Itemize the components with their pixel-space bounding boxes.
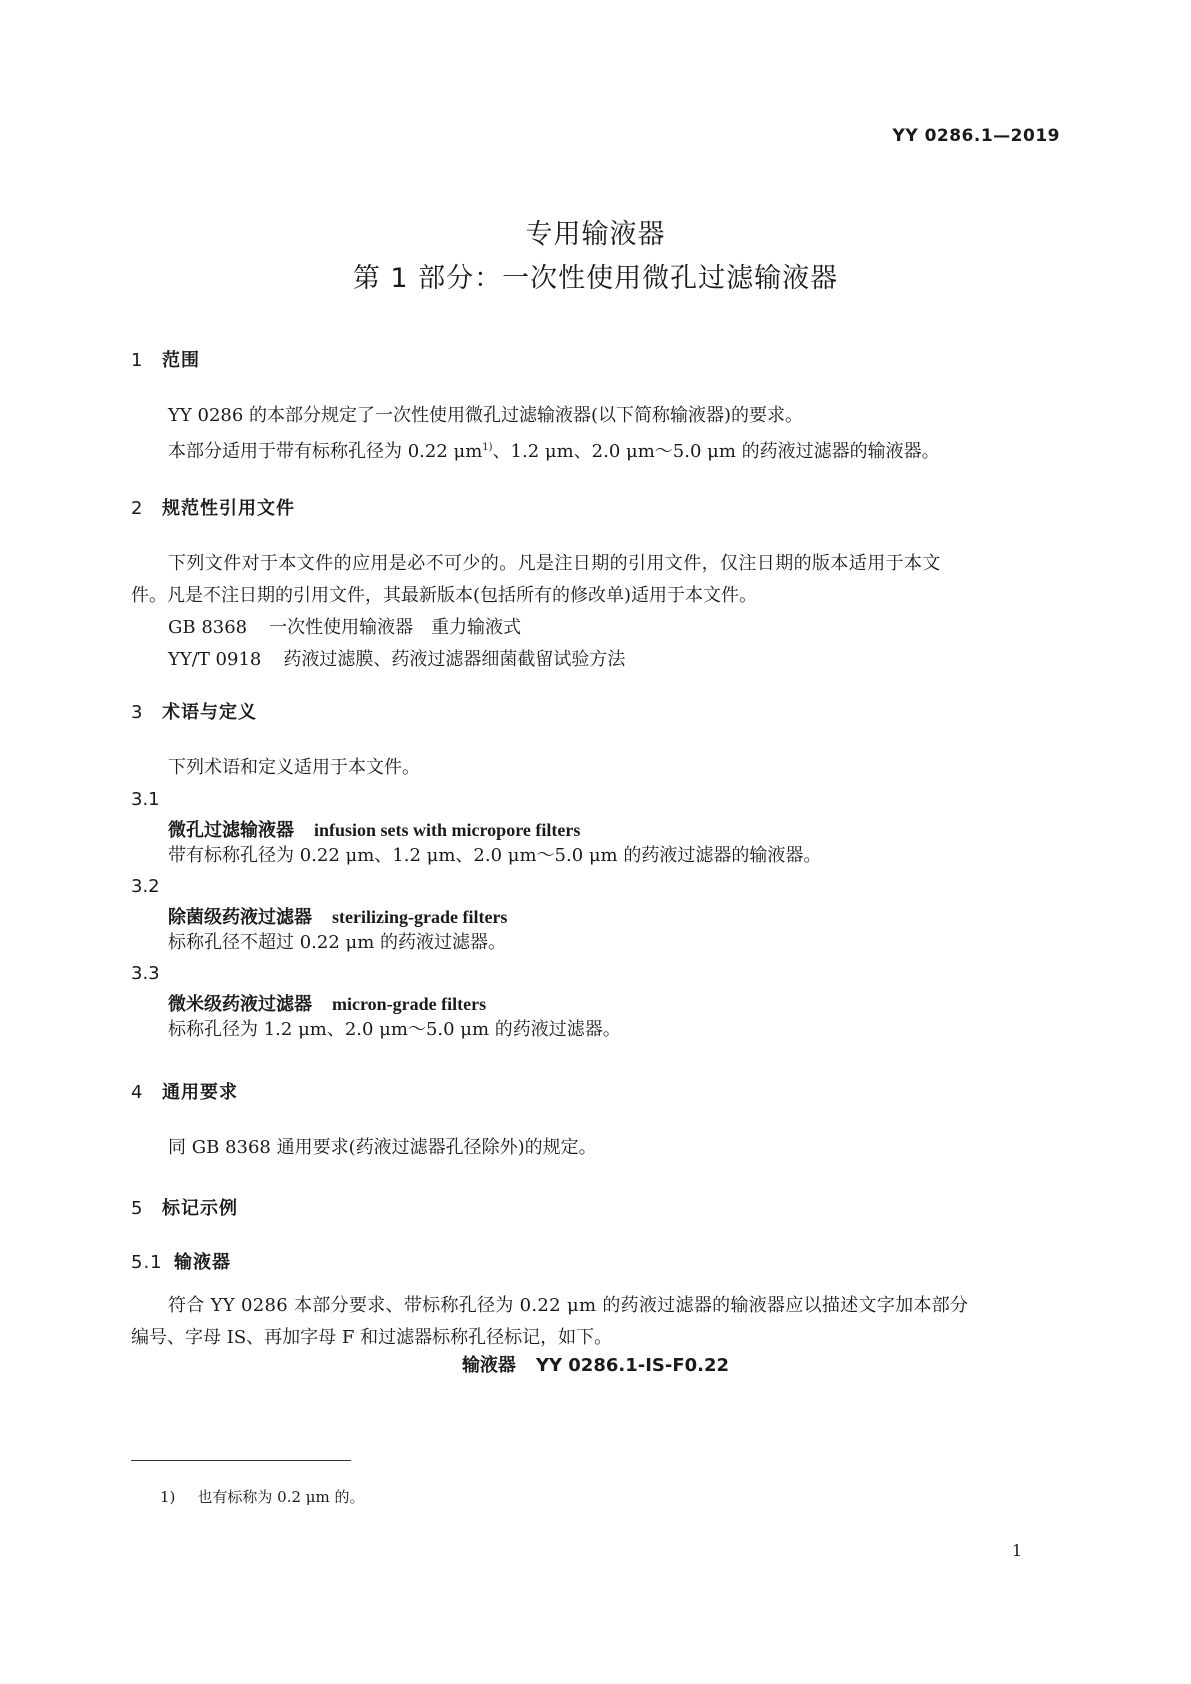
term-en: micron-grade filters (332, 994, 487, 1014)
term-en: sterilizing-grade filters (332, 907, 508, 927)
section-number: 1 (131, 350, 144, 371)
reference-item (168, 644, 625, 676)
term-heading (168, 816, 580, 842)
term-en: infusion sets with micropore filters (314, 820, 581, 840)
section-title: 范围 (162, 350, 200, 371)
term-definition: 带有标称孔径为 0.22 μm、1.2 μm、2.0 μm～5.0 μm 的药液过滤器的输液器。 (168, 845, 822, 866)
page-number: 1 (1011, 1541, 1022, 1560)
scope-paragraph-2 (168, 432, 940, 468)
reference-name: 药液过滤膜、药液过滤器细菌截留试验方法 (283, 649, 626, 670)
subsection-title: 输液器 (174, 1252, 231, 1273)
standard-number: YY 0286.1—2019 (892, 126, 1060, 146)
section-4-heading (131, 1078, 238, 1104)
section-title: 标记示例 (162, 1198, 238, 1219)
term-number: 3.2 (131, 876, 160, 897)
references-intro-line2: 件。凡是不注日期的引用文件，其最新版本(包括所有的修改单)适用于本文件。 (131, 585, 758, 606)
reference-item (168, 612, 521, 644)
section-number: 5 (131, 1198, 144, 1219)
footnote-reference: 1) (482, 442, 493, 453)
document-title-line1: 专用输液器 (525, 219, 666, 250)
footnote-separator (131, 1460, 351, 1461)
section-number: 3 (131, 702, 144, 723)
section-1-heading (131, 346, 200, 372)
section-number: 4 (131, 1082, 144, 1103)
terms-intro: 下列术语和定义适用于本文件。 (168, 757, 420, 778)
reference-name: 一次性使用输液器 重力输液式 (269, 617, 522, 638)
term-zh: 微米级药液过滤器 (168, 994, 312, 1015)
term-definition: 标称孔径为 1.2 μm、2.0 μm～5.0 μm 的药液过滤器。 (168, 1019, 621, 1040)
scope-paragraph-1: YY 0286 的本部分规定了一次性使用微孔过滤输液器(以下简称输液器)的要求。 (168, 405, 804, 426)
section-5-heading (131, 1194, 238, 1220)
scope-text-a: 本部分适用于带有标称孔径为 0.22 μm (168, 441, 483, 462)
term-zh: 微孔过滤输液器 (168, 820, 294, 841)
footnote (160, 1486, 365, 1507)
section-title: 规范性引用文件 (162, 498, 295, 519)
section-title: 术语与定义 (162, 702, 257, 723)
section-number: 2 (131, 498, 144, 519)
term-number: 3.3 (131, 963, 160, 984)
marking-paragraph-line2: 编号、字母 IS、再加字母 F 和过滤器标称孔径标记，如下。 (131, 1327, 613, 1348)
scope-text-b: 、1.2 μm、2.0 μm～5.0 μm 的药液过滤器的输液器。 (492, 441, 940, 462)
references-intro-line1: 下列文件对于本文件的应用是必不可少的。凡是注日期的引用文件，仅注日期的版本适用于本文 (168, 553, 941, 574)
marking-paragraph-line1: 符合 YY 0286 本部分要求、带标称孔径为 0.22 μm 的药液过滤器的输液器应以描述文字加本部分 (168, 1295, 969, 1316)
subsection-5-1-heading (131, 1248, 231, 1274)
reference-code: GB 8368 (168, 617, 248, 638)
term-definition: 标称孔径不超过 0.22 μm 的药液过滤器。 (168, 932, 507, 953)
term-heading (168, 903, 507, 929)
section-title: 通用要求 (162, 1082, 238, 1103)
section-3-heading (131, 698, 257, 724)
reference-code: YY/T 0918 (168, 649, 262, 670)
marking-example (0, 1350, 1191, 1382)
general-requirements-paragraph: 同 GB 8368 通用要求(药液过滤器孔径除外)的规定。 (168, 1137, 597, 1158)
footnote-text: 也有标称为 0.2 μm 的。 (197, 1488, 365, 1506)
subsection-number: 5.1 (131, 1252, 163, 1273)
term-heading (168, 990, 486, 1016)
marking-example-code: YY 0286.1-IS-F0.22 (535, 1355, 730, 1376)
term-number: 3.1 (131, 789, 160, 810)
document-title-line2: 第 1 部分：一次性使用微孔过滤输液器 (352, 263, 839, 294)
footnote-mark: 1) (160, 1488, 176, 1506)
marking-example-zh: 输液器 (461, 1355, 516, 1376)
section-2-heading (131, 494, 295, 520)
term-zh: 除菌级药液过滤器 (168, 907, 312, 928)
